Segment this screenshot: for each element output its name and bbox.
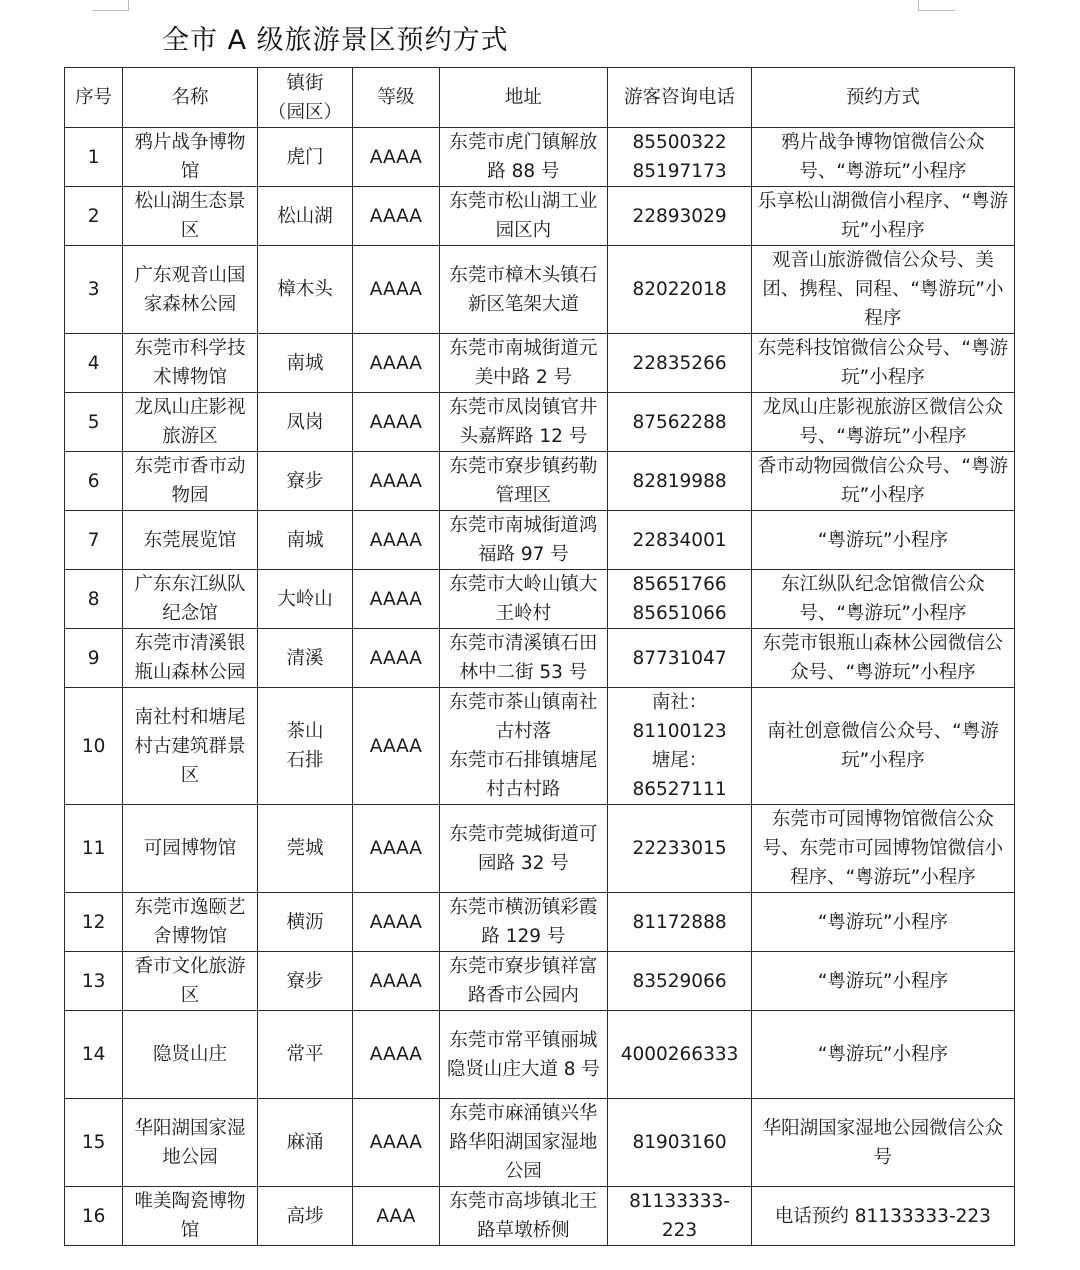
cell-town: 大岭山 [257, 570, 352, 629]
cell-level: AAAA [353, 334, 439, 393]
cell-level: AAAA [353, 570, 439, 629]
table-row [65, 393, 1015, 452]
cell-name: 东莞展览馆 [123, 511, 258, 570]
cell-booking: 东莞科技馆微信公众号、“粤游玩”小程序 [751, 334, 1014, 393]
cell-town: 樟木头 [257, 246, 352, 334]
cell-index: 6 [65, 452, 123, 511]
table-row [65, 629, 1015, 688]
header-level: 等级 [353, 68, 439, 128]
cell-index: 7 [65, 511, 123, 570]
table-row [65, 1187, 1015, 1246]
table-row [65, 334, 1015, 393]
cell-level: AAAA [353, 688, 439, 805]
cell-index: 15 [65, 1099, 123, 1187]
cell-booking: 龙凤山庄影视旅游区微信公众号、“粤游玩”小程序 [751, 393, 1014, 452]
cell-index: 4 [65, 334, 123, 393]
header-name: 名称 [123, 68, 258, 128]
cell-phone: 83529066 [608, 952, 752, 1011]
cell-index: 2 [65, 187, 123, 246]
cell-address: 东莞市莞城街道可园路 32 号 [439, 805, 608, 893]
cell-level: AAAA [353, 893, 439, 952]
cell-booking: “粤游玩”小程序 [751, 1011, 1014, 1099]
cell-name: 鸦片战争博物馆 [123, 128, 258, 187]
cell-index: 10 [65, 688, 123, 805]
cell-phone: 85651766 85651066 [608, 570, 752, 629]
cell-level: AAAA [353, 952, 439, 1011]
cell-name: 广东东江纵队纪念馆 [123, 570, 258, 629]
cell-address: 东莞市横沥镇彩霞路 129 号 [439, 893, 608, 952]
cell-level: AAAA [353, 805, 439, 893]
cell-address: 东莞市樟木头镇石新区笔架大道 [439, 246, 608, 334]
table-row [65, 1011, 1015, 1099]
cell-booking: “粤游玩”小程序 [751, 893, 1014, 952]
cell-booking: 华阳湖国家湿地公园微信公众号 [751, 1099, 1014, 1187]
crop-mark-right [918, 0, 955, 11]
cell-phone: 4000266333 [608, 1011, 752, 1099]
cell-booking: 东莞市可园博物馆微信公众号、东莞市可园博物馆微信小程序、“粤游玩”小程序 [751, 805, 1014, 893]
cell-phone: 87562288 [608, 393, 752, 452]
cell-town: 清溪 [257, 629, 352, 688]
cell-town: 麻涌 [257, 1099, 352, 1187]
table-row [65, 893, 1015, 952]
cell-phone: 22834001 [608, 511, 752, 570]
cell-index: 13 [65, 952, 123, 1011]
cell-level: AAAA [353, 246, 439, 334]
cell-index: 12 [65, 893, 123, 952]
cell-address: 东莞市茶山镇南社古村落 东莞市石排镇塘尾村古村路 [439, 688, 608, 805]
cell-town: 南城 [257, 334, 352, 393]
cell-address: 东莞市虎门镇解放路 88 号 [439, 128, 608, 187]
cell-address: 东莞市松山湖工业园区内 [439, 187, 608, 246]
cell-index: 14 [65, 1011, 123, 1099]
cell-booking: “粤游玩”小程序 [751, 511, 1014, 570]
table-row [65, 187, 1015, 246]
cell-phone: 82022018 [608, 246, 752, 334]
cell-index: 1 [65, 128, 123, 187]
cell-town: 凤岗 [257, 393, 352, 452]
cell-booking: “粤游玩”小程序 [751, 952, 1014, 1011]
cell-name: 南社村和塘尾村古建筑群景区 [123, 688, 258, 805]
cell-address: 东莞市凤岗镇官井头嘉辉路 12 号 [439, 393, 608, 452]
cell-index: 5 [65, 393, 123, 452]
cell-level: AAA [353, 1187, 439, 1246]
cell-name: 唯美陶瓷博物馆 [123, 1187, 258, 1246]
cell-phone: 南社： 81100123 塘尾： 86527111 [608, 688, 752, 805]
cell-town: 高埗 [257, 1187, 352, 1246]
cell-name: 华阳湖国家湿地公园 [123, 1099, 258, 1187]
cell-address: 东莞市常平镇丽城隐贤山庄大道 8 号 [439, 1011, 608, 1099]
table-row [65, 1099, 1015, 1187]
table-row [65, 511, 1015, 570]
cell-town: 虎门 [257, 128, 352, 187]
cell-booking: 观音山旅游微信公众号、美团、携程、同程、“粤游玩”小程序 [751, 246, 1014, 334]
cell-level: AAAA [353, 629, 439, 688]
cell-booking: 南社创意微信公众号、“粤游玩”小程序 [751, 688, 1014, 805]
header-address: 地址 [439, 68, 608, 128]
cell-address: 东莞市麻涌镇兴华路华阳湖国家湿地公园 [439, 1099, 608, 1187]
cell-phone: 87731047 [608, 629, 752, 688]
cell-phone: 82819988 [608, 452, 752, 511]
cell-town: 横沥 [257, 893, 352, 952]
cell-phone: 22835266 [608, 334, 752, 393]
cell-phone: 85500322 85197173 [608, 128, 752, 187]
cell-town: 南城 [257, 511, 352, 570]
cell-index: 9 [65, 629, 123, 688]
cell-phone: 22233015 [608, 805, 752, 893]
cell-level: AAAA [353, 452, 439, 511]
cell-level: AAAA [353, 187, 439, 246]
cell-level: AAAA [353, 1099, 439, 1187]
cell-booking: 鸦片战争博物馆微信公众号、“粤游玩”小程序 [751, 128, 1014, 187]
cell-address: 东莞市南城街道元美中路 2 号 [439, 334, 608, 393]
table-row [65, 805, 1015, 893]
cell-town: 常平 [257, 1011, 352, 1099]
cell-booking: 东江纵队纪念馆微信公众号、“粤游玩”小程序 [751, 570, 1014, 629]
cell-address: 东莞市寮步镇药勒管理区 [439, 452, 608, 511]
cell-name: 香市文化旅游区 [123, 952, 258, 1011]
table-row [65, 688, 1015, 805]
page-title: 全市 A 级旅游景区预约方式 [162, 25, 509, 56]
cell-name: 龙凤山庄影视旅游区 [123, 393, 258, 452]
table-row [65, 128, 1015, 187]
header-booking: 预约方式 [751, 68, 1014, 128]
cell-level: AAAA [353, 511, 439, 570]
header-phone: 游客咨询电话 [608, 68, 752, 128]
cell-index: 8 [65, 570, 123, 629]
cell-name: 广东观音山国家森林公园 [123, 246, 258, 334]
cell-name: 东莞市清溪银瓶山森林公园 [123, 629, 258, 688]
table-header-row [65, 68, 1015, 128]
cell-name: 东莞市逸颐艺舍博物馆 [123, 893, 258, 952]
cell-booking: 乐享松山湖微信小程序、“粤游玩”小程序 [751, 187, 1014, 246]
cell-phone: 22893029 [608, 187, 752, 246]
cell-town: 松山湖 [257, 187, 352, 246]
table-row [65, 452, 1015, 511]
cell-index: 16 [65, 1187, 123, 1246]
cell-booking: 电话预约 81133333-223 [751, 1187, 1014, 1246]
cell-town: 茶山 石排 [257, 688, 352, 805]
cell-level: AAAA [353, 393, 439, 452]
cell-town: 寮步 [257, 952, 352, 1011]
table-row [65, 952, 1015, 1011]
cell-booking: 东莞市银瓶山森林公园微信公众号、“粤游玩”小程序 [751, 629, 1014, 688]
header-town: 镇街 （园区） [257, 68, 352, 128]
cell-town: 寮步 [257, 452, 352, 511]
cell-town: 莞城 [257, 805, 352, 893]
cell-name: 隐贤山庄 [123, 1011, 258, 1099]
header-index: 序号 [65, 68, 123, 128]
cell-phone: 81903160 [608, 1099, 752, 1187]
table-row [65, 570, 1015, 629]
cell-booking: 香市动物园微信公众号、“粤游玩”小程序 [751, 452, 1014, 511]
cell-index: 3 [65, 246, 123, 334]
cell-level: AAAA [353, 128, 439, 187]
cell-level: AAAA [353, 1011, 439, 1099]
cell-phone: 81133333-223 [608, 1187, 752, 1246]
cell-address: 东莞市高埗镇北王路草墩桥侧 [439, 1187, 608, 1246]
cell-name: 东莞市科学技术博物馆 [123, 334, 258, 393]
cell-address: 东莞市清溪镇石田林中二街 53 号 [439, 629, 608, 688]
crop-mark-left [92, 0, 129, 11]
cell-address: 东莞市大岭山镇大王岭村 [439, 570, 608, 629]
cell-phone: 81172888 [608, 893, 752, 952]
cell-name: 东莞市香市动物园 [123, 452, 258, 511]
cell-index: 11 [65, 805, 123, 893]
scenic-area-table [64, 67, 1015, 1246]
cell-name: 可园博物馆 [123, 805, 258, 893]
table-row [65, 246, 1015, 334]
cell-address: 东莞市南城街道鸿福路 97 号 [439, 511, 608, 570]
cell-name: 松山湖生态景区 [123, 187, 258, 246]
cell-address: 东莞市寮步镇祥富路香市公园内 [439, 952, 608, 1011]
